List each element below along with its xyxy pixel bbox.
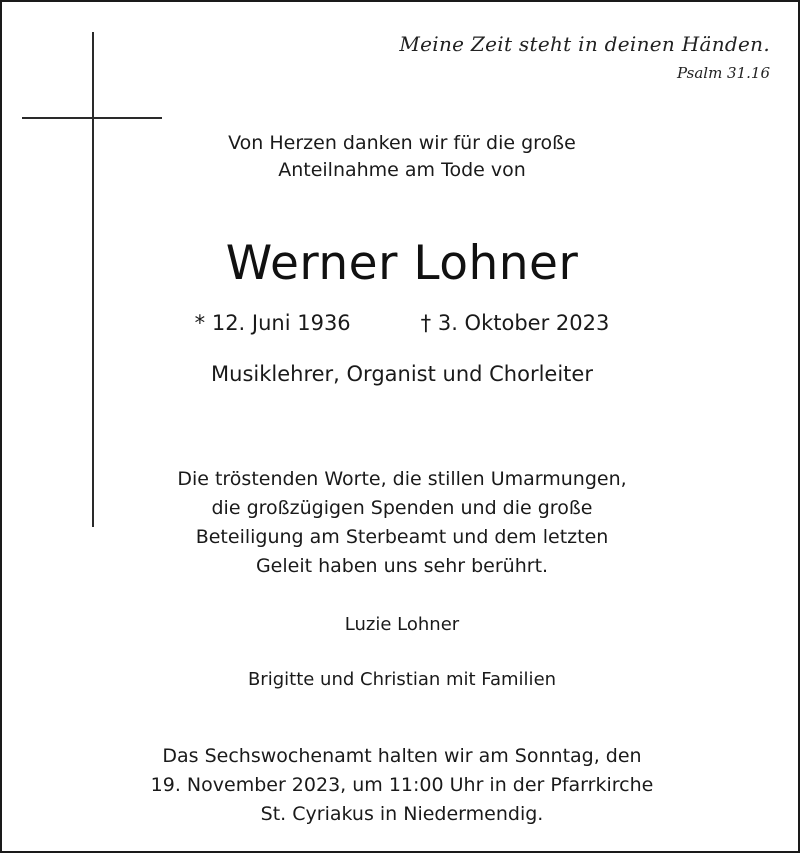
thanks-line: die großzügigen Spenden und die große <box>211 497 593 519</box>
intro-line: Von Herzen danken wir für die große <box>228 132 576 154</box>
service-line: St. Cyriakus in Niedermendig. <box>260 803 544 825</box>
thanks-line: Beteiligung am Sterbeamt und dem letzten <box>195 526 609 548</box>
signatory-primary: Luzie Lohner <box>344 614 460 635</box>
thanks-text <box>2 465 800 581</box>
signatory-family: Brigitte und Christian mit Familien <box>247 669 557 690</box>
verse-text: Meine Zeit steht in deinen Händen. <box>399 32 770 56</box>
verse-reference: Psalm 31.16 <box>676 64 770 82</box>
birth-date: * 12. Juni 1936 <box>194 311 351 335</box>
deceased-name: Werner Lohner <box>225 236 579 291</box>
cross-horizontal-bar <box>22 117 162 119</box>
intro-line: Anteilnahme am Tode von <box>278 159 526 181</box>
profession: Musiklehrer, Organist und Chorleiter <box>211 362 593 386</box>
service-line: 19. November 2023, um 11:00 Uhr in der Pfarrkirche <box>150 774 654 796</box>
thanks-line: Die tröstenden Worte, die stillen Umarmungen, <box>177 468 627 490</box>
intro-text <box>2 130 800 184</box>
life-dates <box>2 308 800 338</box>
service-line: Das Sechswochenamt halten wir am Sonntag, den <box>162 745 642 767</box>
bible-verse <box>399 32 770 82</box>
thanks-line: Geleit haben uns sehr berührt. <box>255 555 549 577</box>
death-date: † 3. Oktober 2023 <box>420 311 610 335</box>
memorial-service-notice <box>2 742 800 829</box>
